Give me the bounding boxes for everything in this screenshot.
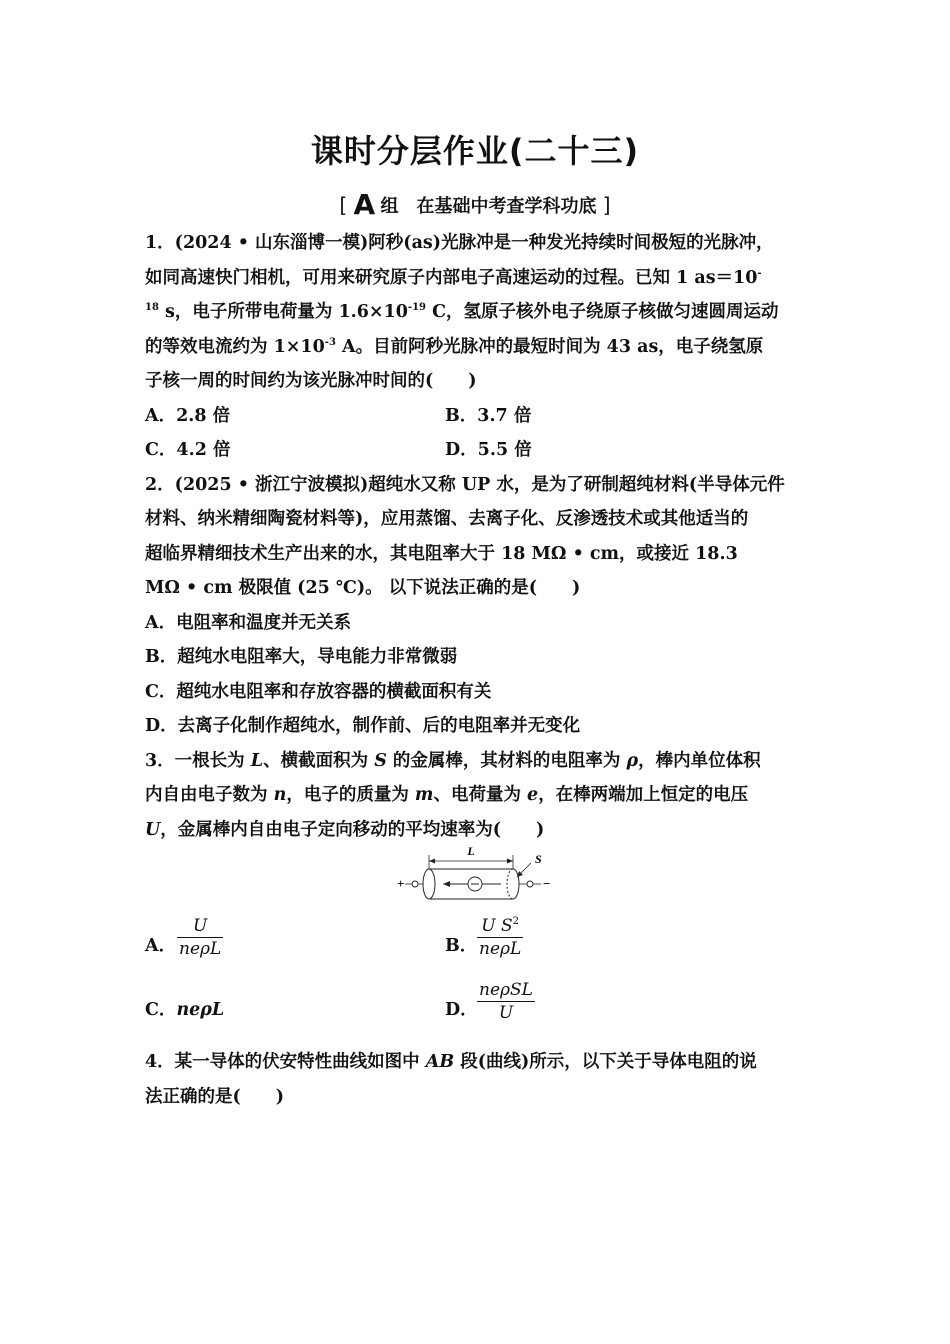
q2-line-4: MΩ • cm 极限值 (25 ℃)。 以下说法正确的是( ) <box>145 578 581 598</box>
q4-line-2: 法正确的是( ) <box>145 1086 285 1107</box>
q1-option-a: A．2.8 倍 <box>145 405 231 426</box>
q3-option-c-value: neρL <box>176 1000 225 1020</box>
q3-options-row-1 <box>145 913 807 977</box>
label-minus: − <box>543 876 551 891</box>
q1-exp-19: -19 <box>407 302 426 313</box>
q2-option-d: D．去离子化制作超纯水，制作前、后的电阻率并无变化 <box>145 716 581 736</box>
q3-option-a-den: neρL <box>179 939 222 959</box>
q3-option-b-exp: 2 <box>512 916 520 927</box>
q3-var-L: L <box>250 750 264 771</box>
group-label: 组 在基础中考查学科功底 <box>380 196 597 217</box>
q3-var-m: m <box>414 785 434 805</box>
q1-exp-minus: - <box>757 267 762 279</box>
label-S: S <box>535 852 542 866</box>
page-title: 课时分层作业(二十三) <box>310 132 640 170</box>
q3-option-b-den: neρL <box>479 939 522 959</box>
q3-line-3 <box>145 813 807 848</box>
q3-var-rho: ρ <box>626 750 639 771</box>
q1-option-b: B．3.7 倍 <box>445 405 532 426</box>
q1-line-2-text: 如同高速快门相机，可用来研究原子内部电子高速运动的过程。已知 1 as＝10 <box>145 267 758 288</box>
q3-option-b-fraction <box>477 915 523 960</box>
q3-text: 、电荷量为 <box>433 785 528 805</box>
q1-line-4-b: A。目前阿秒光脉冲的最短时间为 43 as，电子绕氢原 <box>335 336 764 357</box>
q3-option-b-num-text: U S <box>481 916 513 936</box>
q3-figure <box>145 847 807 913</box>
q4-text: 4．某一导体的伏安特性曲线如图中 <box>145 1052 426 1072</box>
q3-option-a-label: A． <box>145 936 177 956</box>
question-list <box>145 226 807 1114</box>
q3-text: ，棒内单位体积 <box>638 750 761 771</box>
q1-line-4-a: 的等效电流约为 1×10 <box>145 336 325 357</box>
question-2 <box>145 468 807 744</box>
q1-exp-18: 18 <box>145 302 159 313</box>
group-letter: A <box>353 188 375 221</box>
q2-line-1: 2．(2025 • 浙江宁波模拟)超纯水又称 UP 水，是为了研制超纯材料(半导体元件 <box>145 474 785 495</box>
q3-option-d-fraction <box>477 979 535 1024</box>
q4-var-AB: AB <box>425 1052 455 1072</box>
q1-line-1: 1．(2024 • 山东淄博一模)阿秒(as)光脉冲是一种发光持续时间极短的光脉冲， <box>145 233 774 253</box>
q3-option-a-fraction <box>177 915 223 960</box>
q1-option-d: D．5.5 倍 <box>445 440 532 460</box>
q3-var-U: U <box>145 819 161 840</box>
q1-options-row-2 <box>145 433 807 468</box>
q1-line-3-b: C，氢原子核外电子绕原子核做匀速圆周运动 <box>426 302 779 322</box>
metal-rod-diagram <box>395 847 555 913</box>
q3-text: ，在棒两端加上恒定的电压 <box>538 785 749 805</box>
q3-line-2 <box>145 778 807 813</box>
q3-option-d-den: U <box>498 1003 514 1023</box>
q1-exp-3: -3 <box>324 336 336 348</box>
question-3 <box>145 744 807 1042</box>
q1-line-4 <box>145 330 807 365</box>
q3-option-d-num: neρSL <box>479 980 533 1000</box>
q3-text: ，电子的质量为 <box>286 785 415 805</box>
label-L: L <box>467 847 475 858</box>
q2-line-3: 超临界精细技术生产出来的水，其电阻率大于 18 MΩ • cm，或接近 18.3 <box>145 543 738 564</box>
q3-text: 3．一根长为 <box>145 750 251 771</box>
q2-option-a: A．电阻率和温度并无关系 <box>145 612 352 633</box>
q3-options-row-2 <box>145 977 807 1041</box>
q3-var-S: S <box>374 750 387 771</box>
q3-text: 、横截面积为 <box>263 750 375 771</box>
q3-var-e: e <box>527 785 539 805</box>
bracket-left: [ <box>339 193 348 217</box>
label-plus: + <box>397 876 405 891</box>
q2-line-2: 材料、纳米精细陶瓷材料等)，应用蒸馏、去离子化、反渗透技术或其他适当的 <box>145 509 749 529</box>
q1-line-3-a: s，电子所带电荷量为 1.6×10 <box>165 302 408 322</box>
q3-text: ，金属棒内自由电子定向移动的平均速率为( ) <box>160 819 545 840</box>
q1-options-row-1 <box>145 399 807 434</box>
q3-option-d-label: D． <box>445 1000 478 1020</box>
q2-option-c: C．超纯水电阻率和存放容器的横截面积有关 <box>145 681 492 702</box>
group-heading <box>0 188 950 221</box>
q3-text: 的金属棒，其材料的电阻率为 <box>386 750 627 771</box>
q1-option-c: C．4.2 倍 <box>145 440 231 460</box>
question-1 <box>145 226 807 468</box>
bracket-right: ] <box>602 193 611 217</box>
q3-option-a-num: U <box>177 915 223 938</box>
q1-line-3 <box>145 295 807 330</box>
q4-line-1 <box>145 1045 807 1080</box>
q3-line-1 <box>145 744 807 779</box>
q3-option-c-label: C． <box>145 1000 177 1020</box>
question-4 <box>145 1045 807 1114</box>
q1-line-5: 子核一周的时间约为该光脉冲时间的( ) <box>145 371 477 391</box>
q2-option-b: B．超纯水电阻率大，导电能力非常微弱 <box>145 647 458 667</box>
q4-text: 段(曲线)所示，以下关于导体电阻的说 <box>454 1052 757 1072</box>
q3-option-b-label: B． <box>445 936 478 956</box>
q3-text: 内自由电子数为 <box>145 785 274 805</box>
q1-line-2 <box>145 261 807 296</box>
q3-option-c <box>145 993 224 1028</box>
q3-var-n: n <box>273 785 287 805</box>
q3-option-b-num <box>477 915 523 938</box>
